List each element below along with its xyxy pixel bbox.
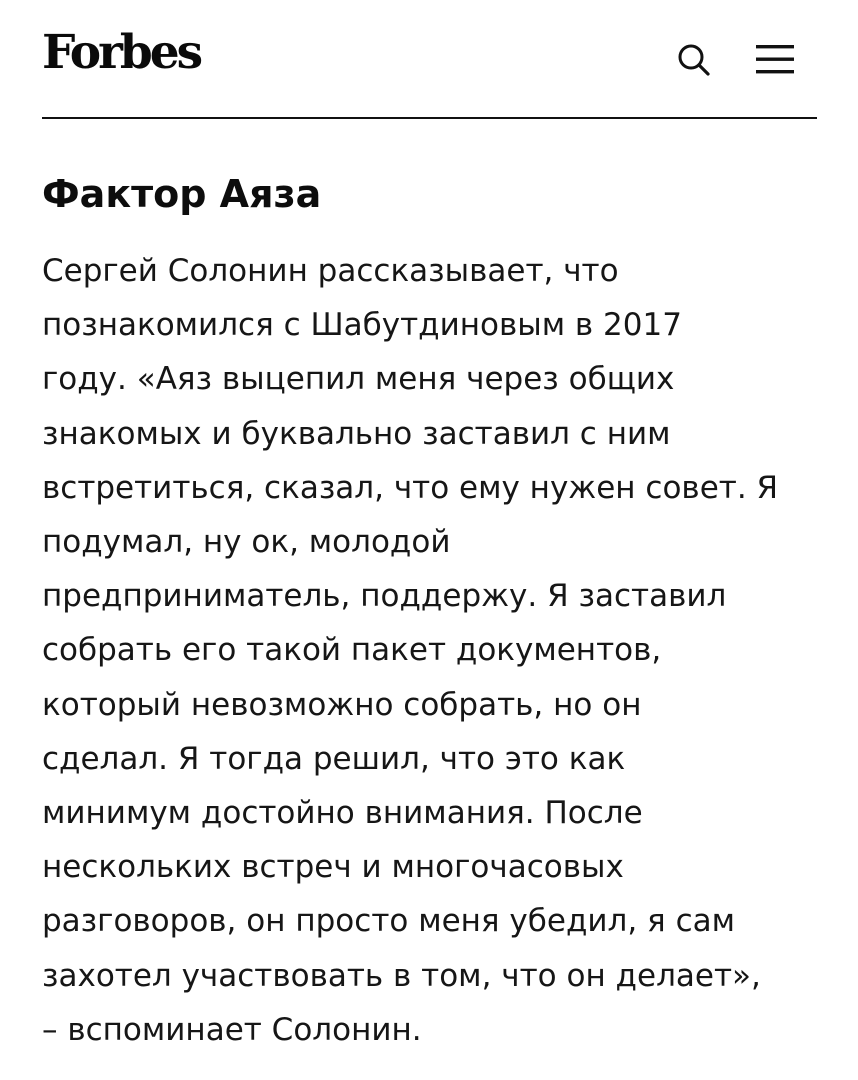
paragraph-line: встретиться, сказал, что ему нужен совет. Я	[42, 469, 779, 506]
header-divider	[42, 117, 817, 119]
hamburger-menu-icon	[754, 40, 796, 80]
paragraph-line: захотел участвовать в том, что он делает»,	[42, 957, 761, 994]
paragraph-line: – вспоминает Солонин.	[42, 1011, 422, 1048]
search-button[interactable]	[674, 40, 714, 80]
paragraph-line: году. «Аяз выцепил меня через общих	[42, 361, 675, 398]
paragraph-line: сделал. Я тогда решил, что это как	[42, 740, 626, 777]
paragraph-line: знакомых и буквально заставил с ним	[42, 415, 671, 452]
search-icon	[674, 40, 714, 80]
paragraph-line: нескольких встреч и многочасовых	[42, 849, 624, 886]
paragraph-line: минимум достойно внимания. После	[42, 795, 643, 832]
menu-button[interactable]	[754, 40, 796, 80]
paragraph-line: который невозможно собрать, но он	[42, 686, 642, 723]
paragraph-line: собрать его такой пакет документов,	[42, 632, 662, 669]
section-heading: Фактор Аяза	[42, 172, 322, 216]
forbes-logo[interactable]: Forbes	[42, 25, 201, 80]
site-header	[42, 22, 816, 92]
paragraph-line: подумал, ну ок, молодой	[42, 524, 451, 561]
paragraph-line: разговоров, он просто меня убедил, я сам	[42, 903, 735, 940]
paragraph-line: Сергей Солонин рассказывает, что	[42, 253, 619, 289]
paragraph-line: познакомился с Шабутдиновым в 2017	[42, 307, 682, 344]
paragraph-line: предприниматель, поддержу. Я заставил	[42, 578, 727, 615]
article-paragraph	[42, 244, 832, 1057]
